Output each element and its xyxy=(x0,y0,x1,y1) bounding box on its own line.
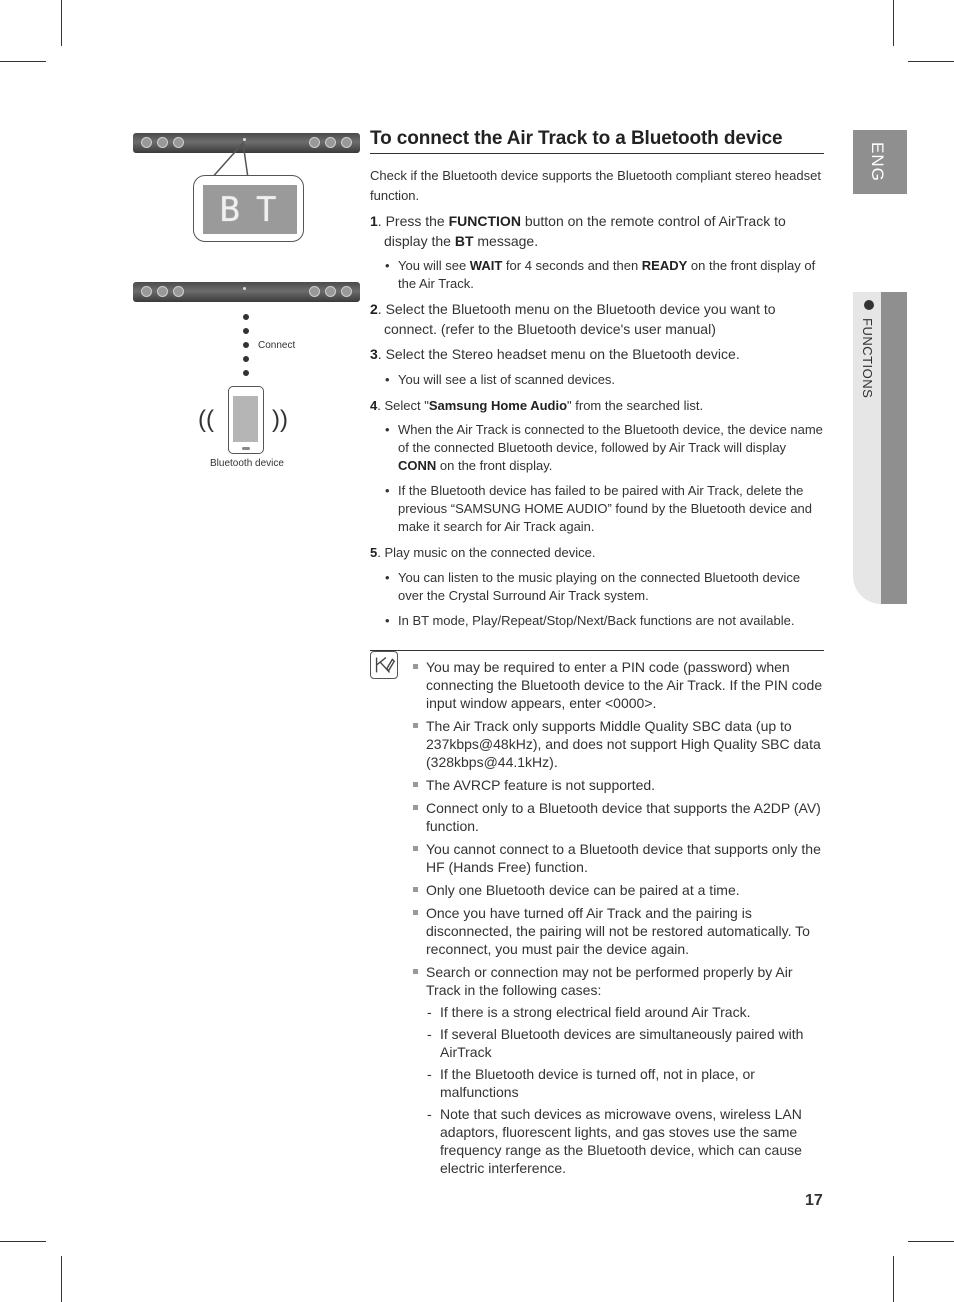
soundbar-button-icon xyxy=(309,137,320,148)
language-label: ENG xyxy=(868,142,887,182)
list-item: • In BT mode, Play/Repeat/Stop/Next/Back functions are not available. xyxy=(370,612,824,630)
soundbar-button-icon xyxy=(309,286,320,297)
soundbar-button-icon xyxy=(173,286,184,297)
list-item: • When the Air Track is connected to the Bluetooth device, the device name of the connected Bluetooth device, followed by Air Track will display CONN on the front display. xyxy=(370,421,824,475)
crop-mark xyxy=(893,1256,894,1302)
step-5: 5. Play music on the connected device. xyxy=(370,545,596,560)
case-item: - If several Bluetooth devices are simultaneously paired with AirTrack xyxy=(426,1025,824,1061)
note-item: The Air Track only supports Middle Quality SBC data (up to 237kbps@48kHz), and does not support High Quality SBC data (328kbps@44.1kHz). xyxy=(411,717,824,771)
phone-home-button-icon xyxy=(242,447,250,450)
list-item: • You will see a list of scanned devices. xyxy=(370,371,824,389)
step-4-notes xyxy=(370,421,824,536)
notes-section xyxy=(370,650,824,1182)
display-char: B xyxy=(219,189,244,230)
connection-dot-icon xyxy=(243,328,249,334)
note-item: The AVRCP feature is not supported. xyxy=(411,776,824,794)
cases-list xyxy=(426,1003,824,1177)
connection-dot-icon xyxy=(243,314,249,320)
note-item: Once you have turned off Air Track and the pairing is disconnected, the pairing will not be restored automatically. To reconnect, you must pair the device again. xyxy=(411,904,824,958)
language-tab xyxy=(853,130,907,194)
step-5-notes xyxy=(370,569,824,630)
bullet-dot-icon xyxy=(864,300,874,310)
display-callout-icon xyxy=(200,140,260,180)
signal-wave-right-icon: )) xyxy=(272,406,288,433)
case-item: - If the Bluetooth device is turned off, not in place, or malfunctions xyxy=(426,1065,824,1101)
step-3: 3. Select the Stereo headset menu on the Bluetooth device. xyxy=(370,346,740,362)
soundbar-button-icon xyxy=(157,137,168,148)
soundbar-button-icon xyxy=(141,286,152,297)
crop-mark xyxy=(0,61,46,62)
crop-mark xyxy=(908,61,954,62)
soundbar-illustration-bottom xyxy=(133,282,360,302)
list-item: • You will see WAIT for 4 seconds and then READY on the front display of the Air Track. xyxy=(370,257,824,293)
crop-mark xyxy=(61,0,62,46)
main-content xyxy=(370,128,824,637)
soundbar-button-icon xyxy=(141,137,152,148)
crop-mark xyxy=(893,0,894,46)
crop-mark xyxy=(908,1241,954,1242)
phone-screen xyxy=(233,396,258,442)
step-2: 2. Select the Bluetooth menu on the Bluetooth device you want to connect. (refer to the Bluetooth device's user manual) xyxy=(370,301,776,337)
notes-list xyxy=(411,658,824,1177)
connection-dot-icon xyxy=(243,370,249,376)
step-4: 4. Select "Samsung Home Audio" from the searched list. xyxy=(370,397,704,413)
step-1: 1. Press the FUNCTION button on the remote control of AirTrack to display the BT message. xyxy=(370,213,786,249)
note-item: You cannot connect to a Bluetooth device that supports only the HF (Hands Free) function. xyxy=(411,840,824,876)
crop-mark xyxy=(0,1241,46,1242)
crop-mark xyxy=(61,1256,62,1302)
soundbar-button-icon xyxy=(157,286,168,297)
page-number: 17 xyxy=(805,1192,823,1209)
soundbar-button-icon xyxy=(325,137,336,148)
connection-dot-icon xyxy=(243,342,249,348)
note-item: Only one Bluetooth device can be paired at a time. xyxy=(411,881,824,899)
section-label: FUNCTIONS xyxy=(860,318,875,399)
signal-wave-left-icon: (( xyxy=(198,406,214,433)
note-item: Search or connection may not be performed properly by Air Track in the following cases: - If there is a strong electrical field around Air Track. - If several Bluetooth devices are simultaneously paired with AirTrack - If the Bluetooth device is turned off, not in place, or malfunctions - Note that such devices as microwave ovens, wireless LAN adaptors, fluorescent lights, and gas stoves use the same frequency range as the Bluetooth device, which can cause electric interference. xyxy=(411,963,824,1177)
phone-icon xyxy=(228,386,264,454)
intro-text: Check if the Bluetooth device supports the Bluetooth compliant stereo headset function. xyxy=(370,168,821,203)
step-1-notes xyxy=(370,257,824,293)
list-item: • If the Bluetooth device has failed to be paired with Air Track, delete the previous “SAMSUNG HOME AUDIO” found by the Bluetooth device and make it search for Air Track again. xyxy=(370,482,824,536)
section-tab-stripe xyxy=(881,292,907,604)
connection-dot-icon xyxy=(243,356,249,362)
front-display-screen xyxy=(203,185,297,234)
note-item: Connect only to a Bluetooth device that supports the A2DP (AV) function. xyxy=(411,799,824,835)
soundbar-button-icon xyxy=(325,286,336,297)
section-tab xyxy=(853,292,907,604)
note-item: You may be required to enter a PIN code (password) when connecting the Bluetooth device to the Air Track. If the PIN code input window appears, enter <0000>. xyxy=(411,658,824,712)
soundbar-button-icon xyxy=(173,137,184,148)
page-title: To connect the Air Track to a Bluetooth device xyxy=(370,128,824,154)
display-char: T xyxy=(256,189,281,230)
connect-label: Connect xyxy=(258,340,296,351)
step-3-notes xyxy=(370,371,824,389)
list-item: • You can listen to the music playing on the connected Bluetooth device over the Crystal Surround Air Track system. xyxy=(370,569,824,605)
note-pencil-icon xyxy=(370,651,398,679)
case-item: - If there is a strong electrical field around Air Track. xyxy=(426,1003,824,1021)
soundbar-button-icon xyxy=(341,286,352,297)
case-item: - Note that such devices as microwave ovens, wireless LAN adaptors, fluorescent lights, and gas stoves use the same frequency range as the Bluetooth device, which can cause electric interference. xyxy=(426,1105,824,1177)
front-display-callout xyxy=(193,175,304,242)
bluetooth-device-label: Bluetooth device xyxy=(210,458,284,469)
soundbar-led-icon xyxy=(243,287,246,290)
soundbar-button-icon xyxy=(341,137,352,148)
